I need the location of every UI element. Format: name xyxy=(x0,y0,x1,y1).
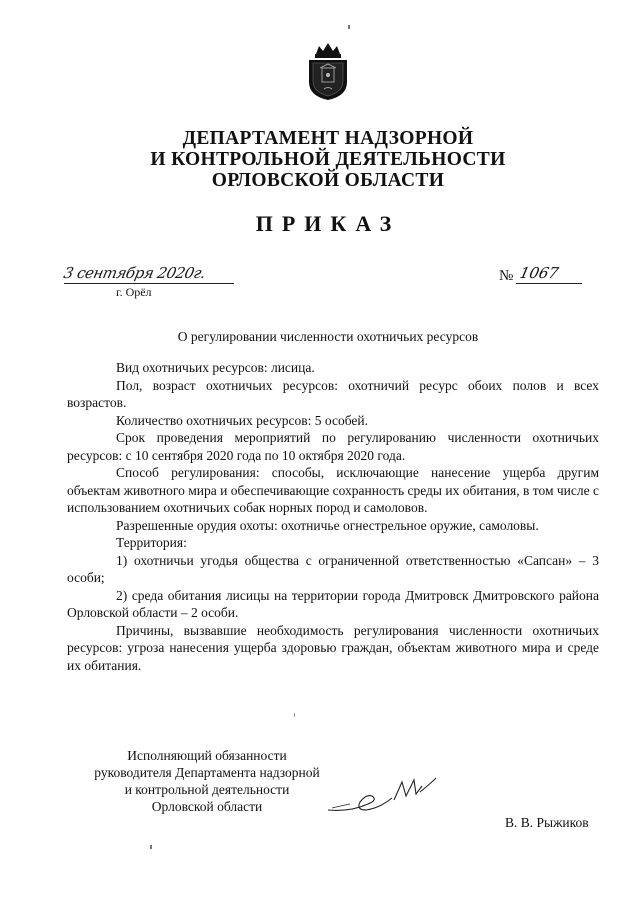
signatory-line-2: руководителя Департамента надзорной xyxy=(94,765,320,780)
scan-mark xyxy=(348,25,350,29)
signatory-line-1: Исполняющий обязанности xyxy=(127,748,287,763)
scan-mark xyxy=(150,845,152,849)
order-subject: О регулировании численности охотничьих ресурсов xyxy=(177,329,479,344)
number-underline xyxy=(516,283,582,284)
body-paragraph: Причины, вызвавшие необходимость регулирования численности охотничьих ресурсов: угроза нанесения ущерба здоровью граждан, объектам животного мира и среде их обитания. xyxy=(67,622,599,673)
department-line-1: ДЕПАРТАМЕНТ НАДЗОРНОЙ xyxy=(182,128,474,149)
handwritten-signature-icon xyxy=(320,770,440,820)
signatory-name: В. В. Рыжиков xyxy=(505,815,589,830)
body-paragraph: 2) среда обитания лисицы на территории города Дмитровск Дмитровского района Орловской области – 2 особи. xyxy=(67,587,599,620)
handwritten-number: 1067 xyxy=(518,264,561,282)
city: г. Орёл xyxy=(116,285,152,299)
signatory-line-4: Орловской области xyxy=(151,799,263,814)
number-label: № xyxy=(499,268,514,284)
body-paragraph: Срок проведения мероприятий по регулированию численности охотничьих ресурсов: с 10 сентября 2020 года по 10 октября 2020 года. xyxy=(67,430,599,463)
coat-of-arms-icon xyxy=(303,40,353,102)
date-underline xyxy=(64,283,234,284)
scan-mark xyxy=(294,713,295,717)
department-name xyxy=(0,128,640,191)
body-paragraph: Количество охотничьих ресурсов: 5 особей. xyxy=(116,412,369,428)
body-paragraph: Пол, возраст охотничьих ресурсов: охотничий ресурс обоих полов и всех возрастов. xyxy=(67,377,599,410)
handwritten-date: 3 сентября 2020г. xyxy=(62,264,208,282)
department-line-3: ОРЛОВСКОЙ ОБЛАСТИ xyxy=(211,170,445,191)
body-paragraph: Территория: xyxy=(116,535,187,550)
body-paragraph: Вид охотничьих ресурсов: лисица. xyxy=(116,360,315,375)
signatory-title xyxy=(82,747,332,815)
document-type: ПРИКАЗ xyxy=(255,211,401,236)
body-paragraph: 1) охотничьи угодья общества с ограниченной ответственностью «Сапсан» – 3 особи; xyxy=(67,552,599,585)
body-paragraph: Способ регулирования: способы, исключающие нанесение ущерба другим объектам животного мира и обеспечивающие сохранность среды их обитания, в том числе с использованием охотничьих собак норных пород и самоловов. xyxy=(67,465,599,515)
department-line-2: И КОНТРОЛЬНОЙ ДЕЯТЕЛЬНОСТИ xyxy=(150,149,506,170)
order-body xyxy=(67,359,599,674)
body-paragraph: Разрешенные орудия охоты: охотничье огнестрельное оружие, самоловы. xyxy=(116,517,539,533)
signatory-line-3: и контрольной деятельности xyxy=(124,782,290,797)
